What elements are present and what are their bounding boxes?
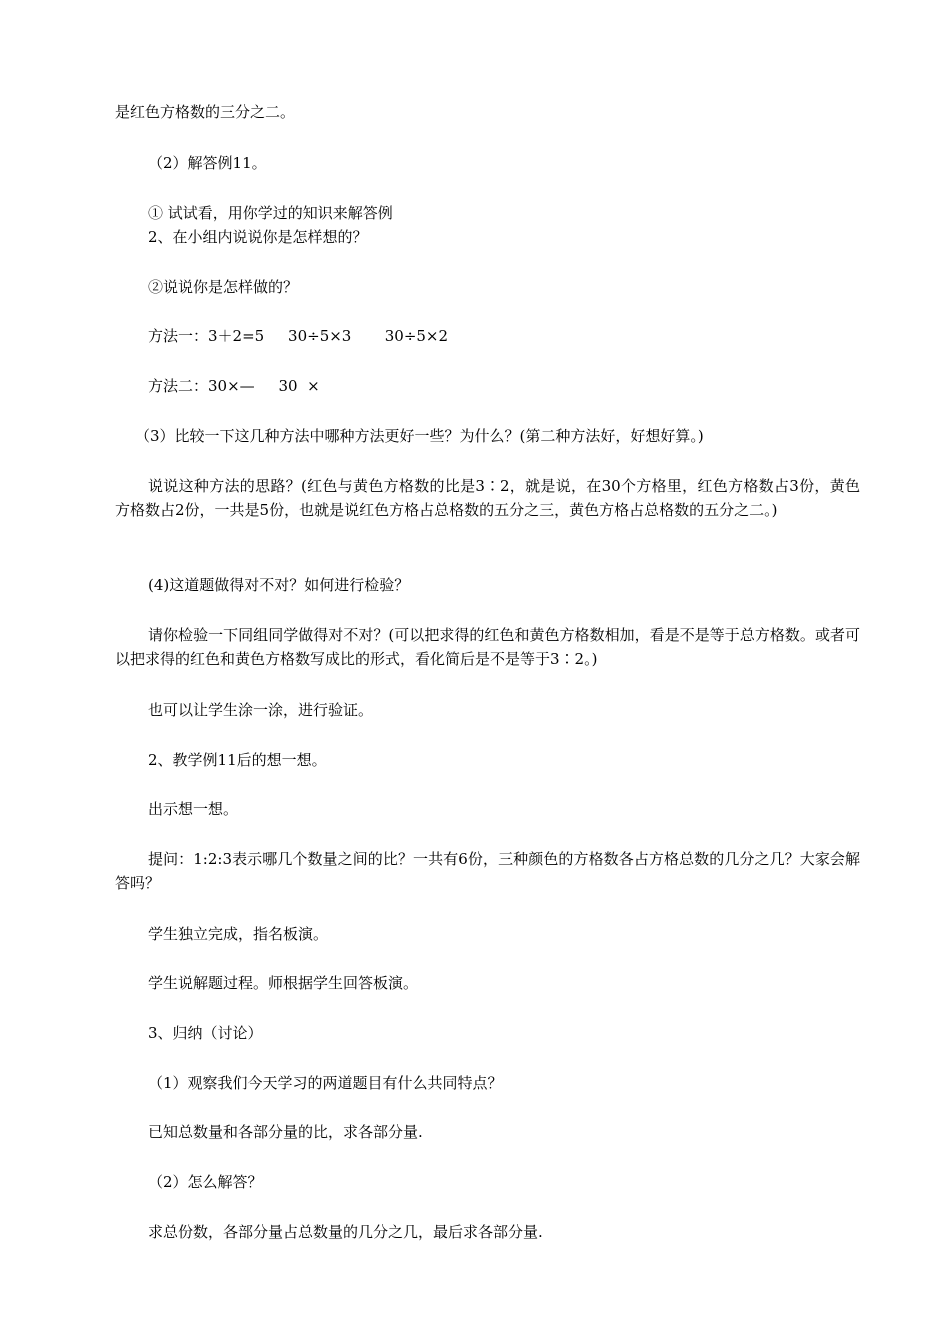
paragraph-section-2: 2、教学例11后的想一想。 <box>148 751 327 769</box>
paragraph-method-one: 方法一：3＋2=5 30÷5×3 30÷5×2 <box>148 327 449 345</box>
paragraph-how-step: ②说说你是怎样做的？ <box>148 278 299 296</box>
paragraph-heading-4: (4)这道题做得对不对？如何进行检验？ <box>148 576 410 594</box>
paragraph-group-discuss: 2、在小组内说说你是怎样想的？ <box>148 228 368 246</box>
paragraph-heading-3: （3）比较一下这几种方法中哪种方法更好一些？为什么？(第二种方法好，好想好算。) <box>135 427 704 445</box>
paragraph-known: 已知总数量和各部分量的比，求各部分量. <box>148 1123 423 1141</box>
paragraph-solution: 求总份数，各部分量占总数量的几分之几，最后求各部分量. <box>148 1223 543 1241</box>
paragraph-check: 请你检验一下同组同学做得对不对？(可以把求得的红色和黄色方格数相加，看是不是等于总方格数。或者可以把求得的红色和黄色方格数写成比的形式，看化简后是不是等于3∶2。) <box>115 626 860 668</box>
paragraph-section-3: 3、归纳（讨论） <box>148 1024 263 1042</box>
paragraph-thinking: 说说这种方法的思路？(红色与黄色方格数的比是3∶2，就是说，在30个方格里，红色方格数占3份，黄色方格数占2份，一共是5份，也就是说红色方格占总格数的五分之三，黄色方格占总格数的五分之二。) <box>115 477 860 519</box>
paragraph-try-step: ① 试试看，用你学过的知识来解答例 <box>148 204 393 222</box>
paragraph-explain: 学生说解题过程。师根据学生回答板演。 <box>148 974 419 992</box>
paragraph-question: 提问：1:2:3表示哪几个数量之间的比？一共有6份，三种颜色的方格数各占方格总数的几分之几？大家会解答吗？ <box>115 850 860 892</box>
paragraph-continuation: 是红色方格数的三分之二。 <box>115 103 296 121</box>
paragraph-heading-2: （2）解答例11。 <box>148 154 267 172</box>
paragraph-verify: 也可以让学生涂一涂，进行验证。 <box>148 701 374 719</box>
paragraph-how-solve: （2）怎么解答？ <box>148 1173 263 1191</box>
paragraph-independent: 学生独立完成，指名板演。 <box>148 925 329 943</box>
paragraph-observe: （1）观察我们今天学习的两道题目有什么共同特点？ <box>148 1074 503 1092</box>
paragraph-method-two: 方法二：30×— 30 × <box>148 377 320 395</box>
paragraph-show: 出示想一想。 <box>148 800 239 818</box>
